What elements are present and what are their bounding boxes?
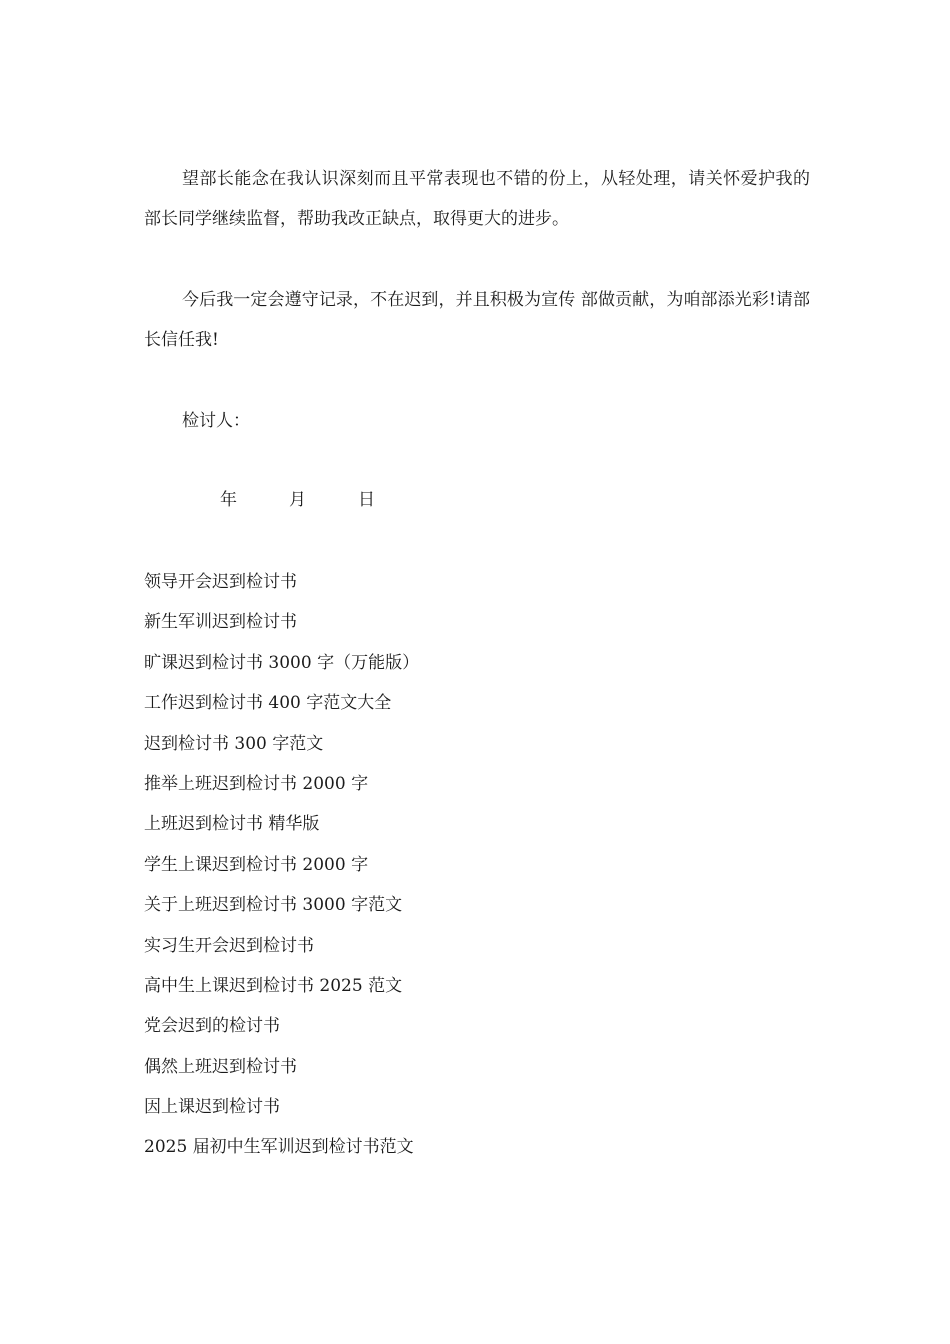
date-day: 日 (358, 490, 375, 510)
related-link[interactable]: 工作迟到检讨书 400 字范文大全 (144, 693, 392, 714)
related-link[interactable]: 2025 届初中生军训迟到检讨书范文 (144, 1137, 414, 1158)
related-link[interactable]: 关于上班迟到检讨书 3000 字范文 (144, 895, 403, 916)
related-link[interactable]: 学生上课迟到检讨书 2000 字 (144, 854, 369, 875)
date-month: 月 (289, 490, 306, 510)
related-link[interactable]: 因上课迟到检讨书 (144, 1097, 280, 1118)
date-line (144, 480, 810, 520)
letter-paragraph-2: 今后我一定会遵守记录，不在迟到，并且积极为宣传 部做贡献，为咱部添光彩!请部长信任我! (144, 290, 810, 350)
related-link[interactable]: 高中生上课迟到检讨书 2025 范文 (144, 975, 403, 996)
related-link[interactable]: 实习生开会迟到检讨书 (144, 935, 314, 956)
related-link[interactable]: 上班迟到检讨书 精华版 (144, 814, 320, 835)
related-link[interactable]: 偶然上班迟到检讨书 (144, 1056, 297, 1077)
related-link[interactable]: 党会迟到的检讨书 (144, 1016, 280, 1037)
related-link[interactable]: 旷课迟到检讨书 3000 字（万能版） (144, 652, 420, 673)
related-link[interactable]: 领导开会迟到检讨书 (144, 572, 297, 592)
date-year: 年 (220, 490, 237, 510)
related-link[interactable]: 新生军训迟到检讨书 (144, 612, 297, 633)
related-links-list (144, 562, 419, 1168)
letter-paragraph-1: 望部长能念在我认识深刻而且平常表现也不错的份上，从轻处理，请关怀爱护我的部长同学继续监督，帮助我改正缺点，取得更大的进步。 (144, 169, 810, 229)
related-link[interactable]: 推举上班迟到检讨书 2000 字 (144, 773, 369, 794)
related-link[interactable]: 迟到检讨书 300 字范文 (144, 733, 324, 754)
signer-label: 检讨人： (182, 411, 250, 431)
